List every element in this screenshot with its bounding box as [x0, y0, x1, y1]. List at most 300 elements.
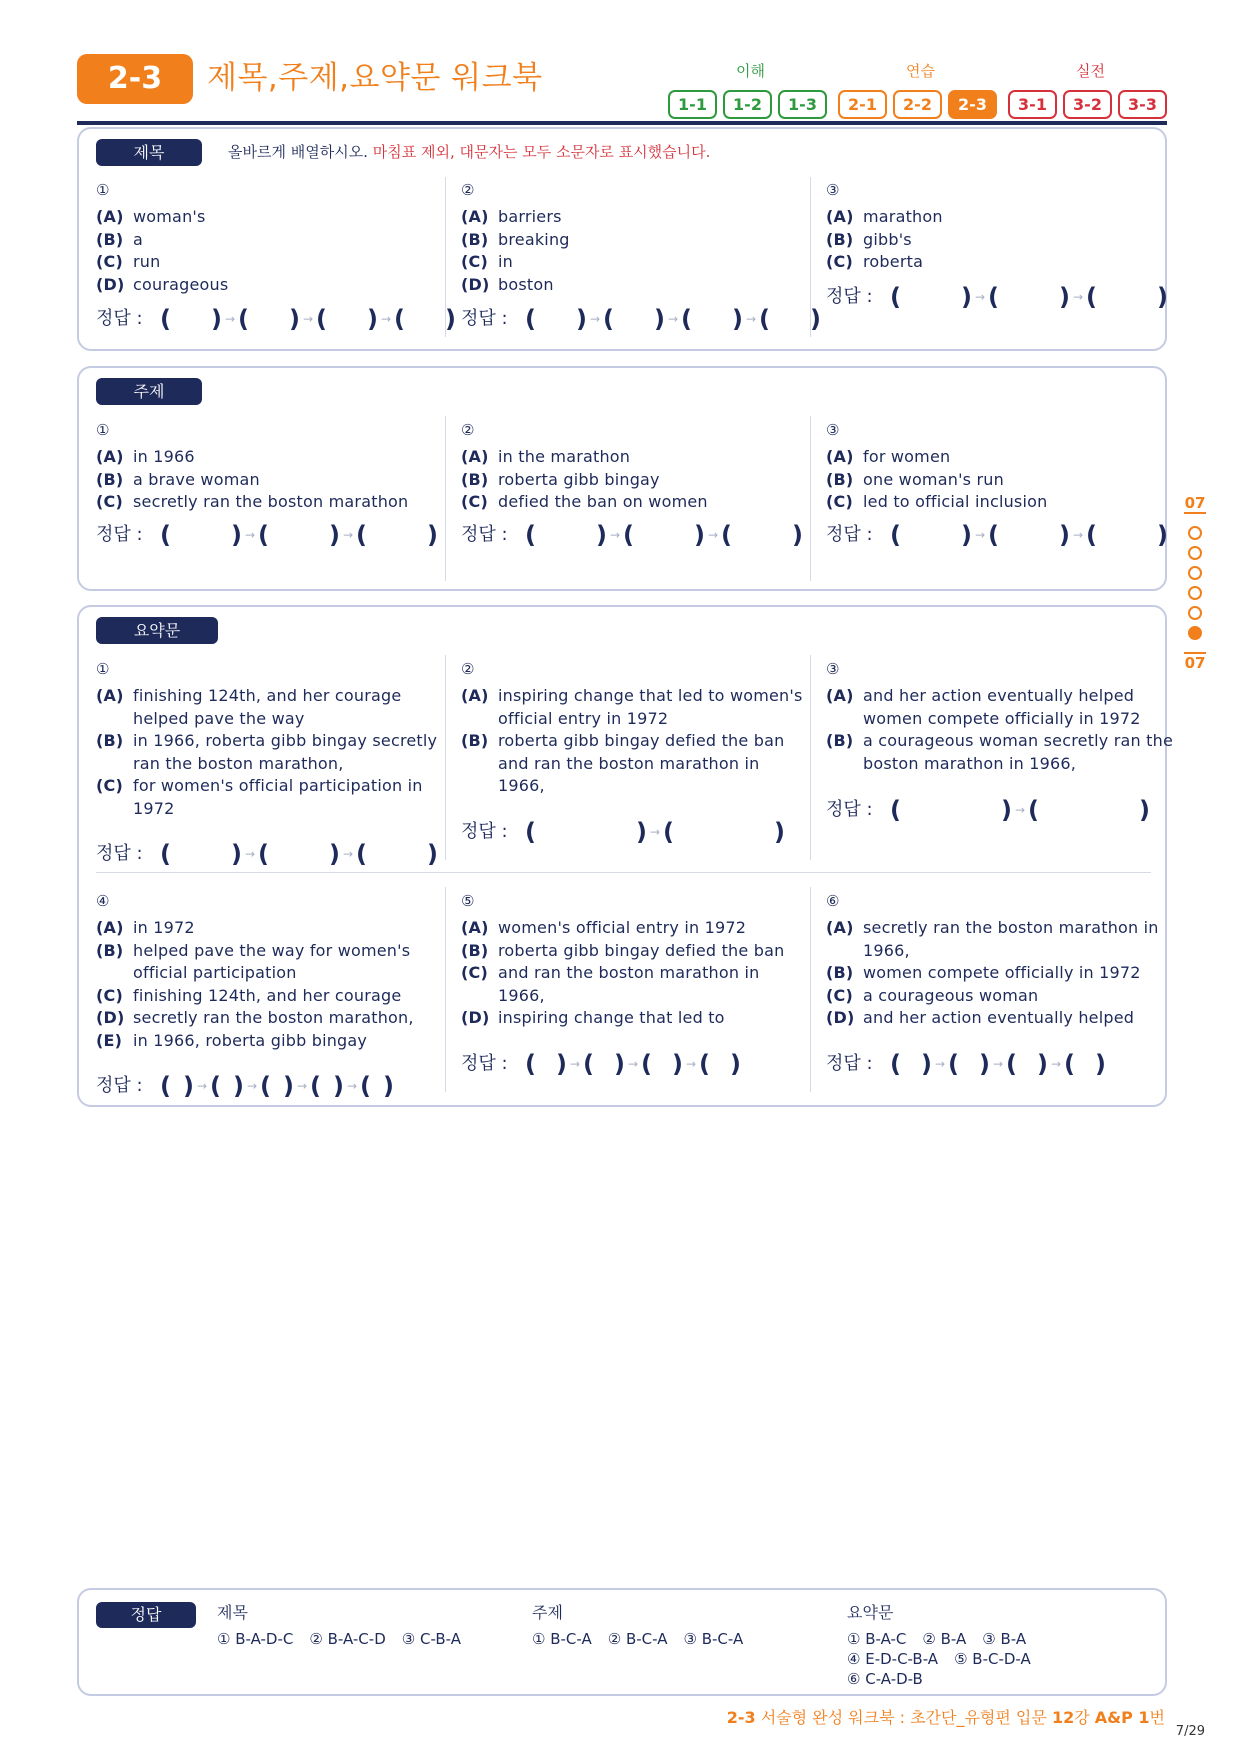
answer-row	[826, 1049, 1106, 1078]
arrow-icon: →	[224, 312, 235, 326]
answer-key-topic	[532, 1600, 759, 1649]
arrow-icon: →	[342, 528, 353, 542]
option-item	[826, 446, 1176, 469]
option-tag: (A)	[461, 918, 489, 937]
footer-lecture-number: 12	[1051, 1708, 1075, 1727]
option-tag: (B)	[96, 731, 124, 750]
close-paren: )	[1156, 521, 1168, 549]
answer-row	[826, 520, 1168, 549]
open-paren: (	[641, 1050, 652, 1078]
open-paren: (	[160, 305, 171, 333]
arrow-icon: →	[196, 1079, 207, 1093]
progress-dot	[1188, 586, 1202, 600]
instruction	[228, 141, 710, 162]
answer-label: 정답 :	[826, 1053, 873, 1074]
option-item	[96, 985, 446, 1008]
option-tag: (D)	[96, 1008, 125, 1027]
option-tag: (A)	[826, 686, 854, 705]
option-text: in 1966, roberta gibb bingay secretly ran the boston marathon,	[133, 731, 438, 773]
problem-number: ⑤	[461, 892, 475, 910]
option-item	[96, 775, 446, 820]
arrow-icon: →	[609, 528, 620, 542]
close-paren: )	[920, 1050, 932, 1078]
close-paren: )	[232, 1072, 244, 1100]
close-paren: )	[731, 305, 743, 333]
footer-text: 강	[1074, 1708, 1090, 1727]
answer-row	[96, 1071, 394, 1100]
close-paren: )	[1058, 283, 1070, 311]
option-tag: (D)	[461, 274, 490, 294]
summary-section	[77, 605, 1174, 1107]
option-tag: (C)	[96, 776, 123, 795]
open-paren: (	[394, 305, 405, 333]
footer-code: 2-3	[726, 1708, 756, 1727]
option-item	[461, 962, 811, 1007]
summary-problem-6	[826, 891, 1176, 1078]
open-paren: (	[238, 305, 249, 333]
stage-button-1-1[interactable]: 1-1	[668, 90, 717, 119]
open-paren: (	[525, 1050, 536, 1078]
answer-key-entry: ① B-A-C	[847, 1630, 907, 1648]
option-item	[826, 206, 1176, 229]
close-paren: )	[773, 818, 785, 846]
option-item	[826, 730, 1176, 775]
section-label-topic: 주제	[96, 378, 202, 405]
option-tag: (B)	[826, 731, 854, 750]
close-paren: )	[791, 521, 803, 549]
option-text: in	[498, 252, 513, 271]
option-text: woman's	[133, 207, 206, 226]
open-paren: (	[699, 1050, 710, 1078]
problem-number: ①	[96, 181, 110, 199]
option-tag: (C)	[826, 252, 853, 271]
answer-row	[461, 1049, 741, 1078]
open-paren: (	[356, 521, 367, 549]
option-tag: (A)	[461, 447, 489, 466]
open-paren: (	[160, 521, 171, 549]
problem-number: ④	[96, 892, 110, 910]
section-label-summary: 요약문	[96, 617, 218, 644]
close-paren: )	[613, 1050, 625, 1078]
arrow-icon: →	[974, 528, 985, 542]
option-item	[96, 1007, 446, 1030]
problem-number: ①	[96, 660, 110, 678]
answer-key-entry: ③ B-C-A	[683, 1630, 744, 1648]
arrow-icon: →	[974, 290, 985, 304]
close-paren: )	[595, 521, 607, 549]
topic-section	[77, 366, 1167, 591]
arrow-icon: →	[685, 1057, 696, 1071]
stage-button-1-3[interactable]: 1-3	[778, 90, 827, 119]
close-paren: )	[426, 521, 438, 549]
close-paren: )	[1094, 1050, 1106, 1078]
answer-key-entry: ① B-C-A	[532, 1630, 592, 1648]
option-tag: (A)	[96, 207, 124, 226]
open-paren: (	[360, 1072, 371, 1100]
arrow-icon: →	[1072, 528, 1083, 542]
option-tag: (C)	[826, 985, 853, 1005]
summary-problem-3	[826, 659, 1176, 824]
close-paren: )	[366, 305, 378, 333]
option-text: roberta gibb bingay	[498, 469, 660, 489]
option-tag: (B)	[461, 940, 489, 960]
option-item	[826, 229, 1176, 252]
option-text: roberta gibb bingay defied the ban	[498, 940, 785, 960]
arrow-icon: →	[244, 847, 255, 861]
option-text: secretly ran the boston marathon,	[133, 1008, 414, 1027]
answer-key-line	[847, 1649, 1047, 1669]
header-rule	[77, 121, 1167, 125]
open-paren: (	[316, 305, 327, 333]
open-paren: (	[681, 305, 692, 333]
arrow-icon: →	[346, 1079, 357, 1093]
arrow-icon: →	[342, 847, 353, 861]
open-paren: (	[1064, 1050, 1075, 1078]
option-text: helped pave the way for women's official participation	[133, 940, 411, 982]
stage-button-3-3[interactable]: 3-3	[1118, 90, 1167, 119]
close-paren: )	[809, 305, 821, 333]
option-item	[826, 917, 1176, 962]
option-text: run	[133, 252, 161, 271]
open-paren: (	[890, 283, 901, 311]
option-tag: (C)	[826, 492, 853, 511]
option-text: secretly ran the boston marathon in 1966,	[863, 918, 1159, 960]
progress-indicator	[1178, 494, 1214, 672]
answer-key-label: 정답	[96, 1602, 196, 1628]
option-text: inspiring change that led to	[498, 1008, 725, 1027]
close-paren: )	[382, 1072, 394, 1100]
open-paren: (	[890, 521, 901, 549]
open-paren: (	[583, 1050, 594, 1078]
option-text: roberta	[863, 252, 924, 271]
answer-label: 정답 :	[826, 799, 873, 820]
option-text: women compete officially in 1972	[863, 963, 1141, 982]
page-header	[77, 54, 1167, 124]
option-text: barriers	[498, 207, 562, 226]
option-tag: (B)	[826, 469, 854, 489]
option-item	[96, 274, 446, 297]
option-tag: (C)	[96, 492, 123, 511]
option-tag: (C)	[96, 985, 123, 1005]
arrow-icon: →	[1050, 1057, 1061, 1071]
open-paren: (	[1086, 521, 1097, 549]
close-paren: )	[288, 305, 300, 333]
stage-button-2-2[interactable]: 2-2	[893, 90, 942, 119]
answer-label: 정답 :	[826, 524, 873, 545]
option-tag: (B)	[461, 731, 489, 750]
arrow-icon: →	[244, 528, 255, 542]
close-paren: )	[960, 283, 972, 311]
answer-label: 정답 :	[96, 843, 143, 864]
close-paren: )	[182, 1072, 194, 1100]
option-text: courageous	[133, 274, 229, 294]
answer-row	[96, 520, 438, 549]
option-text: secretly ran the boston marathon	[133, 492, 409, 511]
stage-button-2-3[interactable]: 2-3	[948, 90, 997, 119]
option-item	[461, 206, 811, 229]
close-paren: )	[1058, 521, 1070, 549]
option-tag: (A)	[826, 207, 854, 226]
open-paren: (	[988, 283, 999, 311]
answer-label: 정답 :	[461, 821, 508, 842]
progress-number-top: 07	[1184, 494, 1206, 512]
topic-problem-1	[96, 420, 446, 549]
problem-number: ③	[826, 181, 840, 199]
answer-key-line	[847, 1669, 1047, 1689]
option-tag: (C)	[461, 252, 488, 271]
stage-button-3-1[interactable]: 3-1	[1008, 90, 1057, 119]
stage-button-2-1[interactable]: 2-1	[838, 90, 887, 119]
arrow-icon: →	[1014, 803, 1025, 817]
problem-number: ②	[461, 181, 475, 199]
option-item	[826, 491, 1176, 514]
close-paren: )	[328, 521, 340, 549]
summary-problem-5	[461, 891, 811, 1078]
option-text: finishing 124th, and her courage	[133, 985, 402, 1005]
option-tag: (A)	[96, 447, 124, 466]
answer-key-heading: 요약문	[847, 1603, 894, 1622]
problem-number: ③	[826, 421, 840, 439]
option-tag: (B)	[826, 229, 854, 249]
open-paren: (	[1086, 283, 1097, 311]
option-item	[826, 962, 1176, 985]
open-paren: (	[890, 1050, 901, 1078]
title-section	[77, 127, 1167, 351]
option-item	[826, 469, 1176, 492]
open-paren: (	[260, 1072, 271, 1100]
option-item	[826, 985, 1176, 1008]
close-paren: )	[1156, 283, 1168, 311]
summary-problem-1	[96, 659, 446, 868]
arrow-icon: →	[707, 528, 718, 542]
answer-label: 정답 :	[461, 308, 508, 329]
close-paren: )	[693, 521, 705, 549]
instruction-text: 올바르게 배열하시오.	[228, 143, 368, 161]
problem-number: ③	[826, 660, 840, 678]
section-label-title: 제목	[96, 139, 202, 166]
open-paren: (	[988, 521, 999, 549]
problem-number: ①	[96, 421, 110, 439]
option-item	[461, 491, 811, 514]
option-tag: (A)	[96, 686, 124, 705]
progress-number-bottom: 07	[1184, 654, 1206, 672]
close-paren: )	[230, 840, 242, 868]
option-text: in the marathon	[498, 447, 631, 466]
option-tag: (C)	[461, 492, 488, 511]
option-text: defied the ban on women	[498, 492, 708, 511]
answer-row	[826, 282, 1168, 311]
option-item	[461, 1007, 811, 1030]
close-paren: )	[1000, 796, 1012, 824]
page-title: 제목,주제,요약문 워크북	[207, 60, 543, 96]
option-tag: (A)	[826, 447, 854, 466]
option-tag: (D)	[96, 274, 125, 294]
option-text: in 1966	[133, 447, 195, 466]
lesson-badge: 2-3	[77, 54, 193, 104]
option-tag: (C)	[461, 963, 488, 982]
answer-key-line	[217, 1629, 477, 1649]
open-paren: (	[603, 305, 614, 333]
close-paren: )	[444, 305, 456, 333]
option-tag: (B)	[826, 963, 854, 982]
answer-row	[96, 304, 456, 333]
option-item	[461, 730, 811, 798]
stage-label: 실전	[1076, 62, 1105, 80]
answer-label: 정답 :	[461, 1053, 508, 1074]
option-text: for women	[863, 447, 951, 466]
option-text: marathon	[863, 207, 943, 226]
footer-text: 번	[1149, 1708, 1165, 1727]
option-item	[96, 1030, 446, 1053]
answer-key-heading: 주제	[532, 1603, 563, 1622]
arrow-icon: →	[627, 1057, 638, 1071]
instruction-note: 마침표 제외, 대문자는 모두 소문자로 표시했습니다.	[372, 143, 711, 161]
answer-row	[826, 795, 1150, 824]
answer-key-entry: ① B-A-D-C	[217, 1630, 294, 1648]
option-tag: (B)	[96, 940, 124, 960]
option-item	[461, 917, 811, 940]
title-problem-3	[826, 180, 1176, 311]
option-item	[461, 274, 811, 297]
option-item	[96, 730, 446, 775]
title-problem-1	[96, 180, 456, 333]
option-item	[461, 685, 811, 730]
row-divider	[96, 872, 1151, 873]
option-item	[461, 229, 811, 252]
problem-number: ②	[461, 660, 475, 678]
option-item	[461, 251, 811, 274]
answer-key-title	[217, 1600, 477, 1649]
option-text: for women's official participation in 1972	[133, 776, 423, 818]
close-paren: )	[426, 840, 438, 868]
topic-problem-2	[461, 420, 811, 549]
open-paren: (	[258, 521, 269, 549]
option-item	[826, 251, 1176, 274]
close-paren: )	[729, 1050, 741, 1078]
option-tag: (B)	[96, 469, 124, 489]
answer-label: 정답 :	[461, 524, 508, 545]
open-paren: (	[525, 521, 536, 549]
answer-label: 정답 :	[96, 524, 143, 545]
footer-item: A&P 1	[1094, 1708, 1150, 1727]
progress-dot	[1188, 546, 1202, 560]
open-paren: (	[721, 521, 732, 549]
arrow-icon: →	[380, 312, 391, 326]
option-tag: (A)	[96, 918, 124, 937]
close-paren: )	[671, 1050, 683, 1078]
option-tag: (A)	[461, 686, 489, 705]
close-paren: )	[210, 305, 222, 333]
answer-key-entry: ④ E-D-C-B-A	[847, 1650, 939, 1668]
arrow-icon: →	[569, 1057, 580, 1071]
open-paren: (	[525, 818, 536, 846]
arrow-icon: →	[667, 312, 678, 326]
answer-key-line	[847, 1629, 1047, 1649]
stage-button-3-2[interactable]: 3-2	[1063, 90, 1112, 119]
option-item	[826, 685, 1176, 730]
answer-key-box	[77, 1588, 1167, 1696]
option-text: inspiring change that led to women's official entry in 1972	[498, 686, 803, 728]
option-item	[96, 685, 446, 730]
close-paren: )	[635, 818, 647, 846]
answer-row	[461, 304, 821, 333]
close-paren: )	[555, 1050, 567, 1078]
option-item	[461, 469, 811, 492]
option-text: and her action eventually helped	[863, 1008, 1135, 1027]
problem-number: ②	[461, 421, 475, 439]
option-text: roberta gibb bingay defied the ban and ran the boston marathon in 1966,	[498, 731, 785, 795]
close-paren: )	[1036, 1050, 1048, 1078]
answer-key-entry: ③ B-A	[982, 1630, 1027, 1648]
option-text: gibb's	[863, 229, 912, 249]
problem-number: ⑥	[826, 892, 840, 910]
open-paren: (	[210, 1072, 221, 1100]
option-text: breaking	[498, 229, 570, 249]
option-text: a courageous woman secretly ran the boston marathon in 1966,	[863, 731, 1174, 773]
open-paren: (	[258, 840, 269, 868]
option-item	[96, 917, 446, 940]
progress-dot	[1188, 526, 1202, 540]
progress-dot	[1188, 606, 1202, 620]
open-paren: (	[1028, 796, 1039, 824]
option-tag: (B)	[461, 229, 489, 249]
option-tag: (D)	[826, 1008, 855, 1027]
close-paren: )	[230, 521, 242, 549]
stage-label: 이해	[736, 62, 765, 80]
option-text: a	[133, 229, 144, 249]
open-paren: (	[160, 840, 171, 868]
option-tag: (E)	[96, 1030, 123, 1050]
progress-dot	[1188, 566, 1202, 580]
close-paren: )	[653, 305, 665, 333]
option-item	[96, 251, 446, 274]
option-item	[461, 446, 811, 469]
option-tag: (B)	[461, 469, 489, 489]
option-text: led to official inclusion	[863, 492, 1048, 511]
option-item	[826, 1007, 1176, 1030]
option-tag: (C)	[96, 252, 123, 271]
option-item	[96, 469, 446, 492]
answer-key-entry: ③ C-B-A	[401, 1630, 461, 1648]
open-paren: (	[759, 305, 770, 333]
answer-key-heading: 제목	[217, 1603, 248, 1622]
answer-key-line	[532, 1629, 759, 1649]
option-text: women's official entry in 1972	[498, 918, 747, 937]
arrow-icon: →	[934, 1057, 945, 1071]
option-item	[461, 940, 811, 963]
option-tag: (A)	[826, 918, 854, 937]
open-paren: (	[160, 1072, 171, 1100]
stage-button-1-2[interactable]: 1-2	[723, 90, 772, 119]
answer-row	[461, 520, 803, 549]
option-tag: (B)	[96, 229, 124, 249]
option-item	[96, 206, 446, 229]
progress-dot-current	[1188, 626, 1202, 640]
answer-key-entry: ⑥ C-A-D-B	[847, 1670, 923, 1688]
open-paren: (	[623, 521, 634, 549]
option-text: in 1972	[133, 918, 195, 937]
close-paren: )	[978, 1050, 990, 1078]
answer-key-entry: ⑤ B-C-D-A	[954, 1650, 1031, 1668]
answer-key-summary	[847, 1600, 1047, 1689]
open-paren: (	[890, 796, 901, 824]
option-item	[96, 491, 446, 514]
arrow-icon: →	[296, 1079, 307, 1093]
option-text: and ran the boston marathon in 1966,	[498, 963, 760, 1005]
close-paren: )	[960, 521, 972, 549]
open-paren: (	[1006, 1050, 1017, 1078]
open-paren: (	[948, 1050, 959, 1078]
